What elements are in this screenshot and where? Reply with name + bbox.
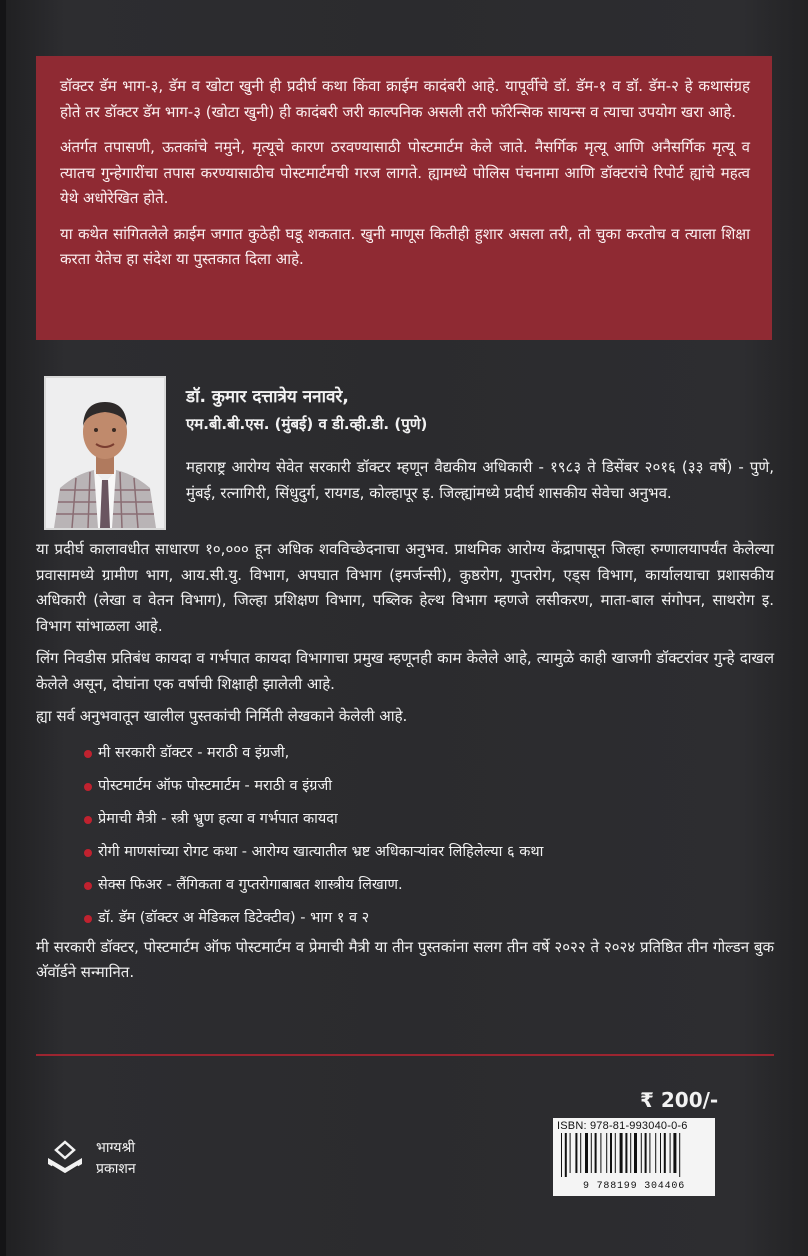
barcode-bar	[641, 1133, 642, 1173]
barcode-bar	[595, 1133, 597, 1173]
bullet-icon	[84, 750, 92, 758]
book-title: प्रेमाची मैत्री - स्त्री भ्रुण हत्या व गर्भपात कायदा	[98, 810, 338, 827]
bullet-icon	[84, 783, 92, 791]
barcode-bar	[570, 1133, 571, 1173]
bullet-icon	[84, 882, 92, 890]
bio-paragraph-1: या प्रदीर्घ कालावधीत साधारण १०,००० हून अधिक शवविच्छेदनाचा अनुभव. प्राथमिक आरोग्य केंद्रापासून जिल्हा रुग्णालयापर्यंत केलेल्या प्रवासामध्ये ग्रामीण भाग, आय.सी.यु. विभाग, अपघात विभाग (इमर्जन्सी), कुष्ठरोग, गुप्तरोग, एड्स विभाग, कार्यालयाचा प्रशासकीय अधिकारी (लेखा व वेतन विभाग), जिल्हा प्रशिक्षण विभाग, पब्लिक हेल्थ विभाग म्हणजे लसीकरण, माता-बाल संगोपन, साथरोग इ. विभाग सांभाळला आहे.	[36, 540, 774, 635]
barcode-bar	[591, 1133, 592, 1173]
barcode-bar	[670, 1133, 671, 1173]
blurb-paragraph-1: डॉक्टर डॅम भाग-३, डॅम व खोटा खुनी ही प्रदीर्घ कथा किंवा क्राईम कादंबरी आहे. यापूर्वीचे डॉ. डॅम-१ व डॉ. डॅम-२ हे कथासंग्रह होते तर डॉक्टर डॅम भाग-३ (खोटा खुनी) ही कादंबरी जरी काल्पनिक असली तरी फॉरेन्सिक सायन्स व त्याचा उपयोग खरा आहे.	[60, 77, 750, 121]
publisher-line-2: प्रकाशन	[96, 1161, 136, 1177]
barcode-bar	[620, 1133, 623, 1173]
book-list-item	[98, 770, 774, 803]
author-name: डॉ. कुमार दत्तात्रेय ननावरे,	[186, 387, 349, 407]
book-list	[36, 737, 774, 935]
barcode-bar	[561, 1133, 562, 1177]
barcode-bar	[600, 1133, 601, 1173]
publisher-name	[96, 1138, 136, 1180]
bullet-icon	[84, 915, 92, 923]
blurb-paragraph-2: अंतर्गत तपासणी, ऊतकांचे नमुने, मृत्यूचे कारण ठरवण्यासाठी पोस्टमार्टम केले जाते. नैसर्गिक मृत्यू आणि अनैसर्गिक मृत्यू व त्यातच गुन्हेगारींचा तपास करण्यासाठीच पोस्टमार्टमची गरज लागते. ह्यामध्ये पोलिस पंचनामा आणि डॉक्टरांचे रिपोर्ट ह्यांचे महत्व येथे अधोरेखित होते.	[60, 138, 750, 207]
author-photo	[44, 376, 166, 530]
divider	[36, 1054, 774, 1056]
publisher-book-logo-icon	[44, 1138, 86, 1180]
barcode-bar	[649, 1133, 650, 1173]
barcode-bar	[664, 1133, 666, 1173]
book-list-item	[98, 836, 774, 869]
book-list-item	[98, 803, 774, 836]
barcode-bar	[625, 1133, 627, 1173]
isbn-label: ISBN: 978-81-993040-0-6	[557, 1120, 688, 1132]
blurb-box	[36, 56, 772, 340]
book-title: रोगी माणसांच्या रोगट कथा - आरोग्य खात्यातील भ्रष्ट अधिकार्‍यांवर लिहिलेल्या ६ कथा	[98, 843, 544, 860]
barcode-bar	[615, 1133, 616, 1173]
price: ₹ 200/-	[640, 1088, 719, 1112]
bio-paragraph-3: ह्या सर्व अनुभवातून खालील पुस्तकांची निर्मिती लेखकाने केलेली आहे.	[36, 707, 408, 725]
bio-paragraph-2: लिंग निवडीस प्रतिबंध कायदा व गर्भपात कायदा विभागाचा प्रमुख म्हणूनही काम केलेले आहे, त्यामुळे काही खाजगी डॉक्टरांवर गुन्हे दाखल केलेले असून, दोघांना एक वर्षाची शिक्षाही झालेली आहे.	[36, 649, 774, 693]
book-list-item	[98, 869, 774, 902]
author-bio	[36, 537, 774, 993]
barcode	[553, 1118, 715, 1196]
barcode-bar	[655, 1133, 656, 1173]
book-list-item	[98, 737, 774, 770]
barcode-bar	[679, 1133, 680, 1177]
book-title: मी सरकारी डॉक्टर - मराठी व इंग्रजी,	[98, 744, 290, 761]
spine-edge	[0, 0, 6, 1256]
barcode-bar	[580, 1133, 581, 1173]
blurb-paragraph-3: या कथेत सांगितलेले क्राईम जगात कुठेही घडू शकतात. खुनी माणूस कितीही हुशार असला तरी, तो चुका करतोच व त्याला शिक्षा करता येतेच हा संदेश या पुस्तकात दिला आहे.	[60, 224, 750, 268]
barcode-bar	[565, 1133, 567, 1177]
book-title: डॉ. डॅम (डॉक्टर अ मेडिकल डिटेक्टीव) - भाग १ व २	[98, 909, 370, 926]
barcode-bar	[575, 1133, 577, 1173]
barcode-bar	[630, 1133, 631, 1173]
author-qualifications: एम.बी.बी.एस. (मुंबई) व डी.व्ही.डी. (पुणे)	[186, 415, 428, 433]
bullet-icon	[84, 849, 92, 857]
barcode-number: 9 788199 304406	[582, 1181, 685, 1192]
barcode-bar	[606, 1133, 607, 1173]
barcode-bar	[610, 1133, 612, 1173]
barcode-bar	[645, 1133, 647, 1173]
bullet-icon	[84, 816, 92, 824]
barcode-bar	[585, 1133, 588, 1173]
book-title: सेक्स फिअर - लैंगिकता व गुप्तरोगाबाबत शास्त्रीय लिखाण.	[98, 876, 403, 893]
publisher-line-1: भाग्यश्री	[96, 1140, 136, 1156]
barcode-bars	[557, 1133, 711, 1177]
barcode-bar	[673, 1133, 676, 1173]
book-list-item	[98, 902, 774, 935]
barcode-bar	[634, 1133, 637, 1173]
awards-text: मी सरकारी डॉक्टर, पोस्टमार्टम ऑफ पोस्टमार्टम व प्रेमाची मैत्री या तीन पुस्तकांना सलग तीन वर्षे २०२२ ते २०२४ प्रतिष्ठित तीन गोल्डन बुक अ‍ॅवॉर्डने सन्मानित.	[36, 937, 774, 981]
book-title: पोस्टमार्टम ऑफ पोस्टमार्टम - मराठी व इंग्रजी	[98, 777, 333, 794]
author-bio-intro: महाराष्ट्र आरोग्य सेवेत सरकारी डॉक्टर म्हणून वैद्यकीय अधिकारी - १९८३ ते डिसेंबर २०१६ (३३ वर्षे) - पुणे, मुंबई, रत्नागिरी, सिंधुदुर्ग, रायगड, कोल्हापूर इ. जिल्ह्यांमध्ये प्रदीर्घ शासकीय सेवेचा अनुभव.	[186, 458, 774, 502]
barcode-bar	[660, 1133, 661, 1173]
